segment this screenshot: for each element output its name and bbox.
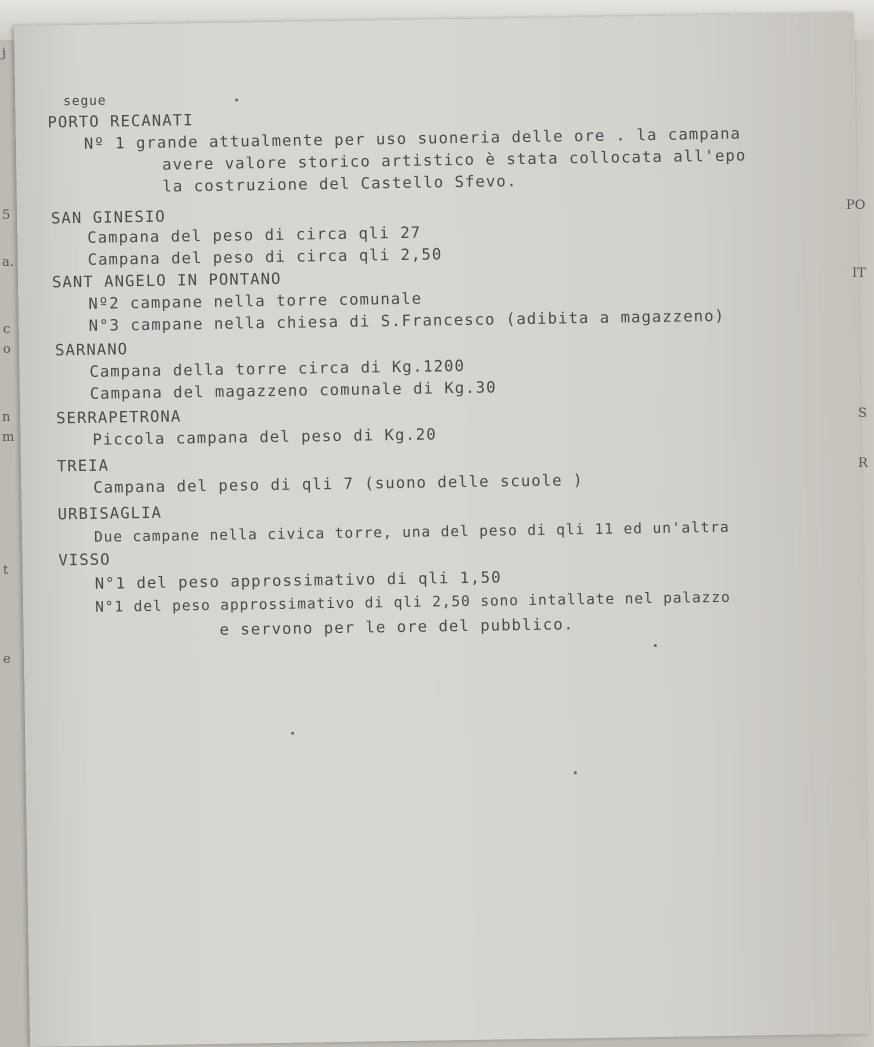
edge-fragment: t xyxy=(3,563,9,578)
town-name: PORTO RECANATI xyxy=(47,111,194,132)
edge-fragment: IT xyxy=(852,266,866,281)
edge-fragment: e xyxy=(3,652,11,667)
paper-speck xyxy=(235,98,238,101)
town-name: SANT ANGELO IN PONTANO xyxy=(51,269,282,292)
entry-line: Campana del peso di qli 7 (suono delle scuole ) xyxy=(93,471,584,497)
entry-line: avere valore storico artistico è stata collocata all'epo xyxy=(162,146,747,174)
edge-fragment: PO xyxy=(846,198,866,213)
edge-fragment: n xyxy=(2,410,11,425)
entry-line: Campana del peso di circa qli 27 xyxy=(87,223,422,247)
entry-line: Nº 1 grande attualmente per uso suoneria delle ore . la campana xyxy=(83,124,742,153)
edge-fragment: o xyxy=(3,342,11,357)
edge-fragment: c xyxy=(3,322,11,337)
entry-line: la costruzione del Castello Sfevo. xyxy=(162,172,518,196)
town-name: SARNANO xyxy=(54,340,129,360)
continued-header: segue xyxy=(63,93,107,110)
paper-speck xyxy=(654,644,657,647)
entry-line: e servono per le ore del pubblico. xyxy=(219,615,575,639)
entry-line: N°3 campane nella chiesa di S.Francesco (adibita a magazzeno) xyxy=(88,306,726,335)
entry-line: Piccola campana del peso di Kg.20 xyxy=(92,425,437,449)
edge-fragment: m xyxy=(2,430,15,445)
entry-line: Nº2 campane nella torre comunale xyxy=(88,289,423,313)
town-name: URBISAGLIA xyxy=(57,503,163,524)
town-name: SAN GINESIO xyxy=(50,207,166,228)
paper-speck xyxy=(574,771,577,774)
paper-speck xyxy=(291,732,294,735)
edge-fragment: j xyxy=(2,46,7,61)
entry-line: N°1 del peso approssimativo di qli 2,50 sono intallate nel palazzo xyxy=(95,589,731,616)
entry-line: Campana della torre circa di Kg.1200 xyxy=(89,356,466,381)
entry-line: Campana del peso di circa qli 2,50 xyxy=(87,245,443,269)
edge-fragment: S xyxy=(858,406,867,421)
town-name: TREIA xyxy=(56,456,110,476)
edge-fragment: 5 xyxy=(2,208,11,223)
edge-fragment: R xyxy=(858,456,868,471)
typed-document-page xyxy=(14,13,870,1047)
entry-line: Campana del magazzeno comunale di Kg.30 xyxy=(89,378,497,403)
entry-line: Due campane nella civica torre, una del peso di qli 11 ed un'altra xyxy=(93,519,730,546)
edge-fragment: a. xyxy=(2,255,14,270)
town-name: SERRAPETRONA xyxy=(56,407,182,428)
entry-line: N°1 del peso approssimativo di qli 1,50 xyxy=(94,568,502,593)
town-name: VISSO xyxy=(58,550,111,570)
